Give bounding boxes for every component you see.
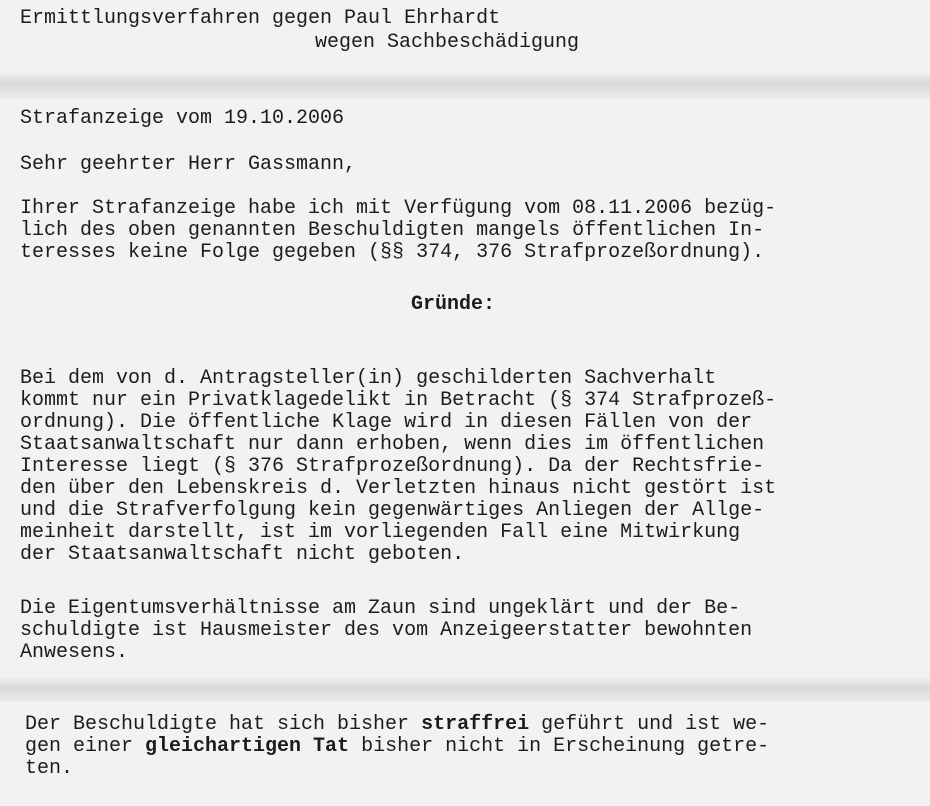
paragraph-line: der Staatsanwaltschaft nicht geboten. [20, 543, 465, 566]
text-run: geführt und ist we- [529, 713, 770, 736]
emphasis-gleichartige-tat: gleichartigen Tat [145, 735, 350, 758]
emphasis-straffrei: straffrei [421, 713, 530, 736]
paragraph-line: Staatsanwaltschaft nur dann erhoben, wenn dies im öffentlichen [20, 433, 765, 456]
case-offense: wegen Sachbeschädigung [315, 31, 580, 54]
paragraph-line: Ihrer Strafanzeige habe ich mit Verfügung vom 08.11.2006 bezüg- [20, 197, 777, 220]
paper-fold-shadow [0, 72, 930, 98]
paragraph-line: ordnung). Die öffentliche Klage wird in diesen Fällen von der [20, 411, 753, 434]
paragraph-line: teresses keine Folge gegeben (§§ 374, 376 Strafprozeßordnung). [20, 241, 765, 264]
text-run: Der Beschuldigte hat sich bisher [25, 713, 422, 736]
text-run: bisher nicht in Erscheinung getre- [349, 735, 770, 758]
paragraph-line: den über den Lebenskreis d. Verletzten hinaus nicht gestört ist [20, 477, 777, 500]
paper-fold-shadow [0, 676, 930, 702]
paragraph-line: meinheit darstellt, ist im vorliegenden Fall eine Mitwirkung [20, 521, 741, 544]
reasons-heading: Gründe: [411, 293, 496, 316]
paragraph-line: Die Eigentumsverhältnisse am Zaun sind ungeklärt und der Be- [20, 597, 741, 620]
paragraph-line: kommt nur ein Privatklagedelikt in Betracht (§ 374 Strafprozeß- [20, 389, 777, 412]
paragraph-line: Bei dem von d. Antragsteller(in) geschilderten Sachverhalt [20, 367, 717, 390]
subject-line: Strafanzeige vom 19.10.2006 [20, 107, 345, 130]
paragraph-line [25, 714, 769, 736]
text-run: gen einer [25, 735, 146, 758]
salutation: Sehr geehrter Herr Gassmann, [20, 153, 357, 176]
paragraph-line: lich des oben genannten Beschuldigten mangels öffentlichen In- [20, 219, 765, 242]
paragraph-line: ten. [25, 757, 74, 780]
paragraph-line: und die Strafverfolgung kein gegenwärtiges Anliegen der Allge- [20, 499, 765, 522]
paragraph-line [25, 736, 769, 758]
case-title: Ermittlungsverfahren gegen Paul Ehrhardt [20, 7, 501, 30]
paragraph-line: Interesse liegt (§ 376 Strafprozeßordnung). Da der Rechtsfrie- [20, 455, 765, 478]
paragraph-line: schuldigte ist Hausmeister des vom Anzeigeerstatter bewohnten [20, 619, 753, 642]
paragraph-line: Anwesens. [20, 641, 129, 664]
